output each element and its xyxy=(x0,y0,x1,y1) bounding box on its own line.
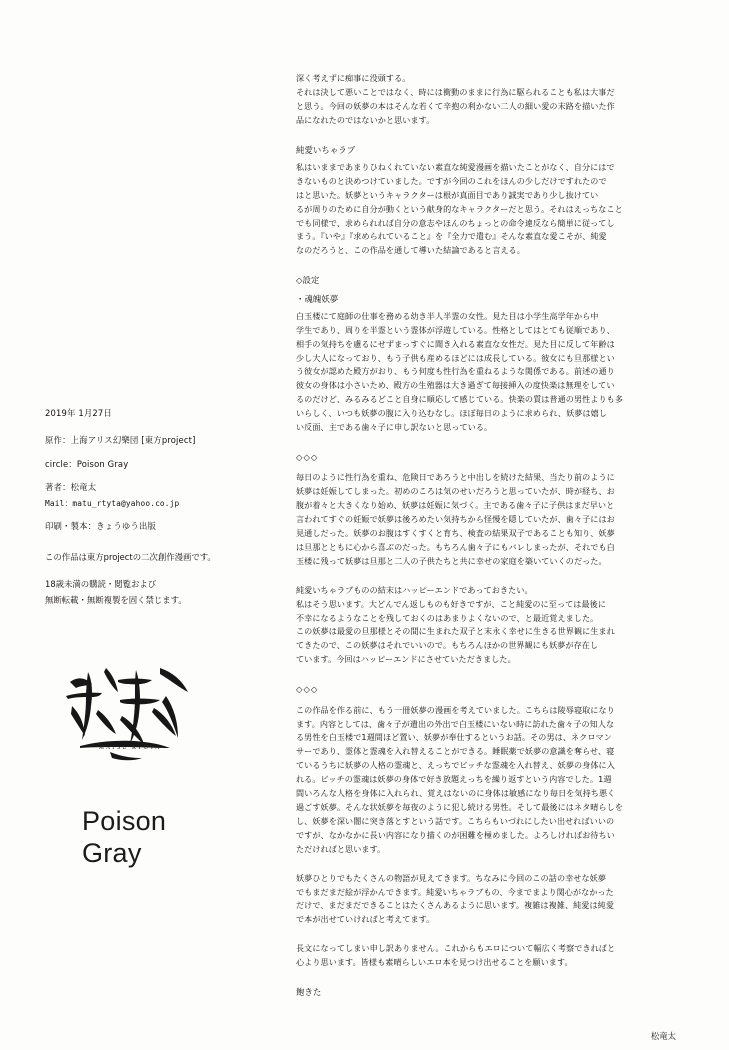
afterword-line: るが周りのために自分が動くという献身的なキャラクターだと思う。それはえっちなこと xyxy=(296,203,623,214)
afterword-line: だけで、まだまだできることはたくさんあるように思います。複雑は複雑、純愛は純愛 xyxy=(296,900,615,911)
afterword-line: いらしく、いつも妖夢の腹に入り込むなし。ほぼ毎日のように求められ、妖夢は嬉し xyxy=(296,408,607,419)
afterword-line: し、妖夢を深い闇に突き落とすという話です。こちらもいづれにしたい出せればいいの xyxy=(296,815,615,826)
section-divider: ◇◇◇ xyxy=(296,451,319,462)
afterword-line: で本が出せていければと考えてます。 xyxy=(296,914,435,925)
afterword-tail-note: 飽きた xyxy=(296,987,322,998)
afterword-line: る男性を白玉楼で1週間ほど置い、妖夢が奉仕するというお話。その男は、ネクロマン xyxy=(296,732,612,743)
afterword-signature: 松竜太 xyxy=(650,1030,676,1041)
afterword-paragraph xyxy=(296,161,688,258)
circle-brand-wordmark xyxy=(82,806,166,870)
afterword-line: れる。ビッチの霊魂は妖夢の身体で好き放題えっちを繰り返すという内容でした。1週 xyxy=(296,774,612,785)
section-divider: ◇◇◇ xyxy=(296,684,319,695)
brand-line-2: Gray xyxy=(82,837,142,868)
afterword-line: サーであり、霊体と霊魂を入れ替えることができる。睡眠薬で妖夢の意識を奪らせ、寝 xyxy=(296,746,615,757)
afterword-line: は旦那とともに心から喜ぶのだった。もちろん歯々子にもバレしまったが、それでも白 xyxy=(296,541,615,552)
afterword-line: 彼女の身体は小さいため、殿方の生殖器は大き過ぎて毎接挿入の度快楽は無理をしてい xyxy=(296,380,615,391)
afterword-line: なのだろうと、この作品を通して導いた結論であると言える。 xyxy=(296,245,525,256)
afterword-paragraph xyxy=(296,471,688,568)
afterword-line: はと思いた。妖夢というキャラクターは根が真面目であり誠実であり少し抜けてい xyxy=(296,189,599,200)
afterword-line: ているうちに妖夢の人格の霊魂と、えっちでビッチな霊魂を入れ替え、妖夢の身体に入 xyxy=(296,760,615,771)
afterword-line: 毎日のように性行為を重ね、危険日であろうと中出しを続けた結果、当たり前のように xyxy=(296,472,615,483)
afterword-line: 私はいままであまりひねくれていない素直な純愛漫画を描いたことがなく、自分にはで xyxy=(296,161,615,172)
afterword-heading: 純愛いちゃラブ xyxy=(296,144,356,155)
afterword-paragraph xyxy=(296,72,688,128)
legal-notice xyxy=(45,550,250,609)
afterword-line: まう。『いや』『求められていること』を『全力で遣む』そんな素直な愛こそが、純愛 xyxy=(296,231,607,242)
author-name: 著者：松竜太 xyxy=(45,482,97,493)
afterword-paragraph xyxy=(296,872,688,928)
derivative-statement: この作品は東方projectの二次創作漫画です。 xyxy=(45,552,216,563)
afterword-line: 不幸になるようなことを残しておくのはあまりよくないので、と最近覚えました。 xyxy=(296,612,599,623)
afterword-body xyxy=(296,72,688,1000)
afterword-line: 学生であり、周りを半霊という霊体が浮遊している。性格としてはとても従順であり、 xyxy=(296,324,615,335)
afterword-paragraph xyxy=(296,704,688,857)
afterword-line: きないものと決めつけていました。ですが今回のこれをほんの少しだけですれたので xyxy=(296,175,607,186)
original-work: 原作：上海アリス幻樂団 [東方project] xyxy=(45,435,196,446)
colophon-text xyxy=(45,405,250,534)
afterword-paragraph xyxy=(296,584,688,667)
circle-name: circle：Poison Gray xyxy=(45,458,129,469)
afterword-line: でもまだまだ絵が浮かんできます。純愛いちゃラブもの、今までまより関心がなかった xyxy=(296,886,614,897)
afterword-line: と思う。今回の妖夢の本はそんな若くて辛抱の利かない二人の細い愛の末路を描いた作 xyxy=(296,100,615,111)
afterword-column xyxy=(296,72,688,1042)
afterword-line: ます。内容としては、歯々子が遺出の外出で白玉楼にいない時に訪れた歯々子の知人な xyxy=(296,718,615,729)
printer-name: 印刷・製本：きょうゆう出版 xyxy=(45,520,157,531)
afterword-line: 妖夢は妊娠してしまった。初めのころは気のせいだろうと思っていたが、時が経ち、お xyxy=(296,486,615,497)
afterword-heading: ◇設定 xyxy=(296,275,320,286)
author-seal-logo xyxy=(62,662,197,767)
afterword-line: 相手の気持ちを慮るにせずまっすぐに聞き入れる素直な女性だ。見た目に反して年齢は xyxy=(296,338,615,349)
afterword-line: ですが、なかなかに長い内容になり描くのが困難を極めました。よろしければお待ちい xyxy=(296,829,615,840)
afterword-line: 腹が着々と大きくなり始め、妖夢は妊娠に気づく。主である歯々子に子供はまだ早いと xyxy=(296,500,615,511)
afterword-line: 純愛いちゃラブものの結末はハッピーエンドであっておきたい。 xyxy=(296,584,533,595)
afterword-line: 過ごす妖夢。そんな状妖夢を毎夜のように犯し続ける男性。そして最後にはネタ晴らしを xyxy=(296,802,623,812)
afterword-line: 心より思います。皆様も素晴らしいエロ本を見つけ出せることを願います。 xyxy=(296,957,573,968)
contact-mail: Mail：matu_rtyta@yahoo.co.jp xyxy=(45,498,180,508)
afterword-line: この作品を作る前に、もう一冊妖夢の漫画を考えていました。こちらは陵辱寝取になり xyxy=(296,704,615,715)
afterword-line: 言われてすぐの妊娠で妖夢は後ろめたい気持ちから怪慢を隠していたが、歯々子にはお xyxy=(296,514,615,525)
seal-romaji-label: MATSU RYUTA xyxy=(98,745,162,751)
afterword-line: 妖夢ひとりでもたくさんの物語が見えてきます。ちなみに今回のこの話の幸せな妖夢 xyxy=(296,872,606,883)
afterword-line: 見通しだった。妖夢のお腹はすくすくと育ち、検査の結果双子であることも知り、妖夢 xyxy=(296,528,615,539)
afterword-line: 白玉楼にて庭師の仕事を務める幼き半人半霊の女性。見た目は小学生高学年から中 xyxy=(296,310,599,321)
afterword-line: 私はそう思います。大どんでん返しものも好きですが、こと純愛のに至っては最後に xyxy=(296,598,606,609)
afterword-line: てきたので、この妖夢はそれでいいので。もちろんほかの世界観にも妖夢が存在し xyxy=(296,640,599,651)
afterword-line: い反面、主である歯々子に申し訳ないと思っている。 xyxy=(296,422,493,433)
afterword-heading: ・魂魄妖夢 xyxy=(296,293,339,304)
publication-date: 2019年 1月27日 xyxy=(45,408,112,418)
afterword-line: ています。今回はハッピーエンドにさせていただきました。 xyxy=(296,654,516,665)
afterword-line: 深く考えずに痴事に没頭する。 xyxy=(296,73,411,83)
afterword-line: 少し大人になっており、もう子供も産めるほどには成長している。彼女にも旦那様とい xyxy=(296,352,615,363)
age-restriction-line-2: 無断転載・無断複製を固く禁じます。 xyxy=(45,595,187,606)
age-restriction-line-1: 18歳未満の購読・閲覧および xyxy=(45,579,157,590)
afterword-line: ただければと思います。 xyxy=(296,843,386,854)
afterword-paragraph xyxy=(296,942,688,970)
afterword-line: 間いろんな人格を身体に入れられ、覚えはないのに身体は敏感になり毎日を気持ち悪く xyxy=(296,788,616,799)
afterword-line: この妖夢は最愛の旦那様とその間に生まれた双子と末永く幸せに生きる世界観に生まれ xyxy=(296,626,615,637)
afterword-line: う彼女が認めた殿方がおり、もう何度も性行為を重ねるような関係である。前述の通り xyxy=(296,366,615,377)
afterword-line: それは決して悪いことではなく、時には衝動のままに行為に駆られることも私は大事だ xyxy=(296,86,615,97)
afterword-paragraph xyxy=(296,310,688,435)
afterword-line: るのだけど、みるみるどこと自身に順応して感じている。快楽の質は普通の男性よりも多 xyxy=(296,394,623,405)
afterword-line: 長文になってしまい申し訳ありません。これからもエロについて幅広く考察できればと xyxy=(296,943,616,954)
colophon-block xyxy=(45,405,250,609)
afterword-line: 玉楼に残って妖夢は旦那と二人の子供たちと共に幸せの家庭を築いていくのだった。 xyxy=(296,555,607,566)
brand-line-1: Poison xyxy=(82,806,167,836)
afterword-line: でも同様で、求められれば自分の意志やほんのちょっとの命令違反なら簡単に従ってし xyxy=(296,217,615,228)
afterword-line: 品になれたのではないかと思います。 xyxy=(296,114,435,125)
